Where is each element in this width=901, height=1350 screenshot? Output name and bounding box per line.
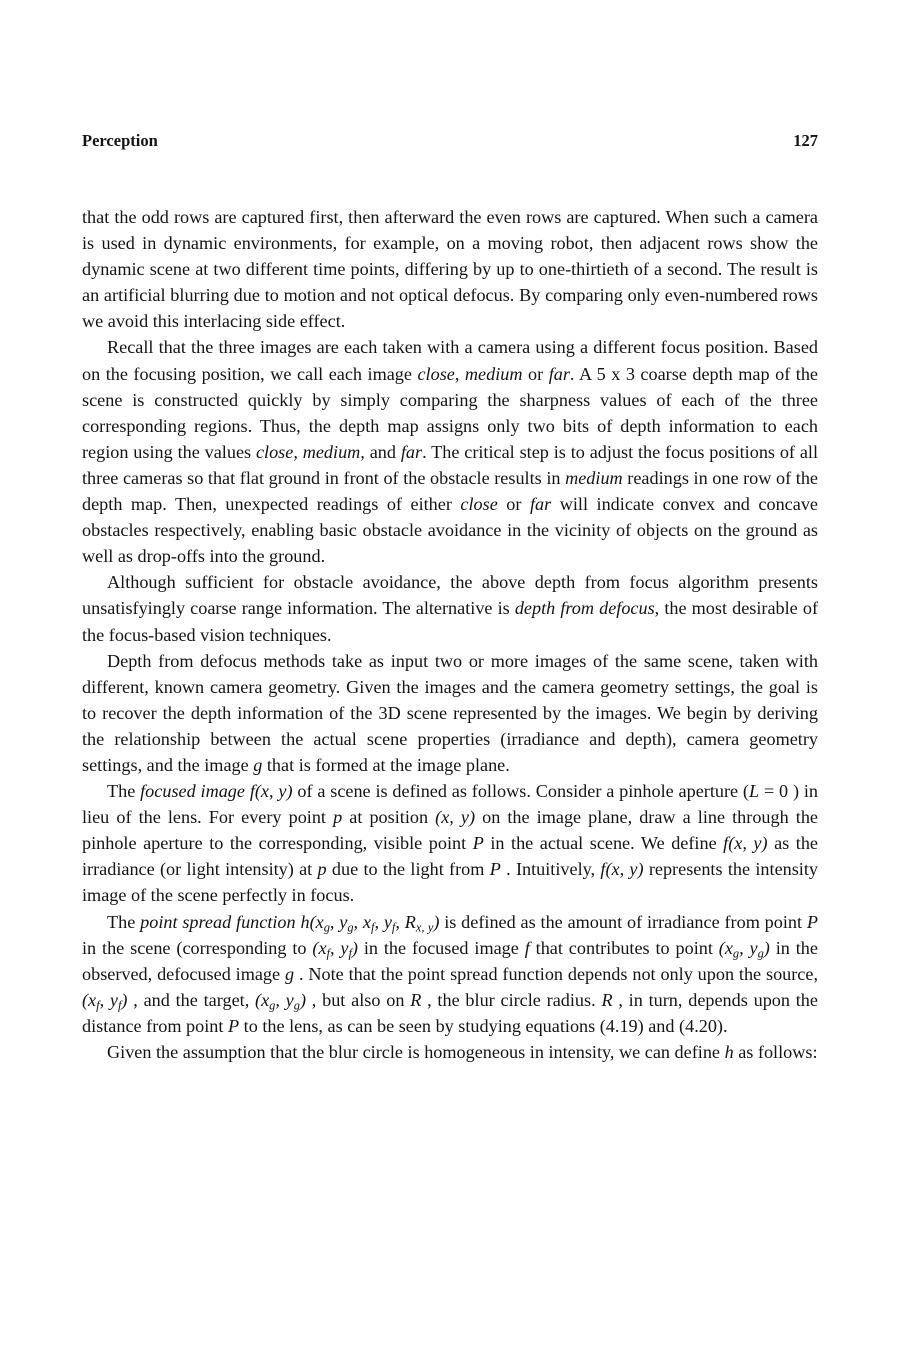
symbol-P: P [472,833,484,854]
emphasis-medium: medium [565,467,623,488]
text-run: due to the light from [326,859,490,880]
paragraph-1: that the odd rows are captured first, then afterward the even rows are captured. When such a camera is used in dynamic environments, for example, on a moving robot, then adjacent rows show the dynamic scene at two different time points, differing by up to one-thirtieth of a second. The result is an artificial blurring due to motion and not optical defocus. By comparing only even-numbered rows we avoid this interlacing side effect. [82,207,818,332]
symbol-g: g [284,963,295,984]
term-focused-image: focused image [140,781,245,802]
target-point-expression: ($x_g$, $y_g$) [255,989,307,1013]
emphasis-medium: medium [464,363,523,384]
text-run: readings in one row of the depth map. Then, unexpected readings of either [82,467,818,515]
emphasis-close: close [417,363,455,384]
paragraph-3 [82,569,818,647]
text-run: Although sufficient for obstacle avoidance, the above depth from focus algorithm presents unsatisfyingly coarse range information. The alternative is [82,572,818,619]
symbol-g: g [253,754,263,775]
psf-expression: $h(x_g$, $y_g$, $x_f$, $y_f$, $R_{x, y}$) [300,911,440,935]
text-run: at position [342,807,436,828]
text-run: as follows: [733,1042,818,1062]
running-header-title: Perception [82,131,158,150]
text-run: = 0 ) in lieu of the lens. For every point [82,781,818,828]
text-run: Given the assumption that the blur circle is homogeneous in intensity, we can define [107,1042,725,1062]
text-run: . Intuitively, [500,859,601,880]
text-run: . Note that the point spread function depends not only upon the source, [294,963,819,984]
paragraph-4 [82,648,818,778]
symbol-f: f [249,781,255,802]
text-run: in the observed, defocused image [82,937,818,984]
page-number: 127 [793,131,818,150]
symbol-P: P [489,859,501,880]
text-run: and [364,441,401,462]
body-text [82,204,818,1065]
text-run: as the irradiance (or light intensity) at [82,833,818,880]
source-point-expression: ($x_f$, $y_f$) [82,989,128,1013]
text-run: will indicate convex and concave obstacles respectively, enabling basic obstacle avoidance in the vicinity of objects on the ground as well as drop-offs into the ground. [82,494,818,567]
symbol-xy: (x, y) [254,781,293,802]
text-run: , in turn, depends upon the distance from point [82,989,818,1036]
text-run: , and the target, [127,989,256,1010]
text-run: The [107,781,141,802]
text-run: represents the intensity image of the scene perfectly in focus. [82,859,819,906]
symbol-P: P [806,911,819,932]
emphasis-far: far [400,441,423,462]
paragraph-7 [82,1039,818,1065]
text-run: in the scene (corresponding to [82,937,313,958]
emphasis-close: close [460,494,498,515]
symbol-p: p [317,859,327,880]
text-run: The [107,911,141,932]
text-run: of a scene is defined as follows. Consider a pinhole aperture ( [292,781,749,802]
text-run: to the lens, as can be seen by studying equations (4.19) and (4.20). [239,1015,728,1036]
text-run: in the focused image [357,937,525,958]
symbol-fxy: f(x, y) [723,833,768,854]
text-run: that is formed at the image plane. [262,754,510,775]
text-run: , the blur circle radius. [421,989,602,1010]
paragraph-2 [82,334,818,569]
emphasis-close-medium: close, medium, [255,441,365,462]
emphasis-far: far [529,494,552,515]
paragraph-6 [82,909,818,1039]
text-run: . The critical step is to adjust the focus positions of all three cameras so that flat ground in front of the obstacle results in [82,441,819,488]
text-run: . A 5 x 3 coarse depth map of the scene is constructed quickly by simply comparing the sharpness values of each of the three corresponding regions. Thus, the depth map assigns only two bits of depth information to each region using the values [82,363,818,462]
symbol-f: f [524,937,530,958]
symbol-L: L [748,781,760,802]
symbol-R: R [601,989,613,1010]
source-point-expression: ($x_f$, $y_f$) [312,937,358,961]
paragraph-5 [82,778,818,908]
text-run: on the image plane, draw a line through the pinhole aperture to the corresponding, visible point [82,807,818,854]
text-run: or [497,494,530,515]
text-run: that contributes to point [529,937,719,958]
symbol-fxy: f(x, y) [600,859,644,880]
term-depth-from-defocus: depth from defocus [514,598,655,619]
target-point-expression: ($x_g$, $y_g$) [718,937,770,961]
text-run: is defined as the amount of irradiance from point [439,911,807,932]
text-run: , the most desirable of the focus-based vision techniques. [82,598,818,645]
running-header [82,131,818,155]
symbol-xy: (x, y) [435,807,476,828]
symbol-h: h [724,1042,734,1062]
text-run: , [454,363,465,384]
text-run: Depth from defocus methods take as input two or more images of the same scene, taken with different, known camera geometry. Given the images and the camera geometry settings, the goal is to recover the depth information of the 3D scene represented by the images. We begin by deriving the relationship between the actual scene properties (irradiance and depth), camera geometry settings, and the image [82,650,818,775]
text-run: Recall that the three images are each taken with a camera using a different focus position. Based on the focusing position, we call each image [82,337,818,384]
term-point-spread-function: point spread function [140,911,296,932]
symbol-P: P [227,1015,240,1036]
text-run: in the actual scene. We define [483,833,724,854]
symbol-p: p [333,807,343,828]
symbol-R: R [410,989,422,1010]
text-run: or [522,363,549,384]
text-run: , but also on [306,989,411,1010]
emphasis-far: far [548,363,570,384]
